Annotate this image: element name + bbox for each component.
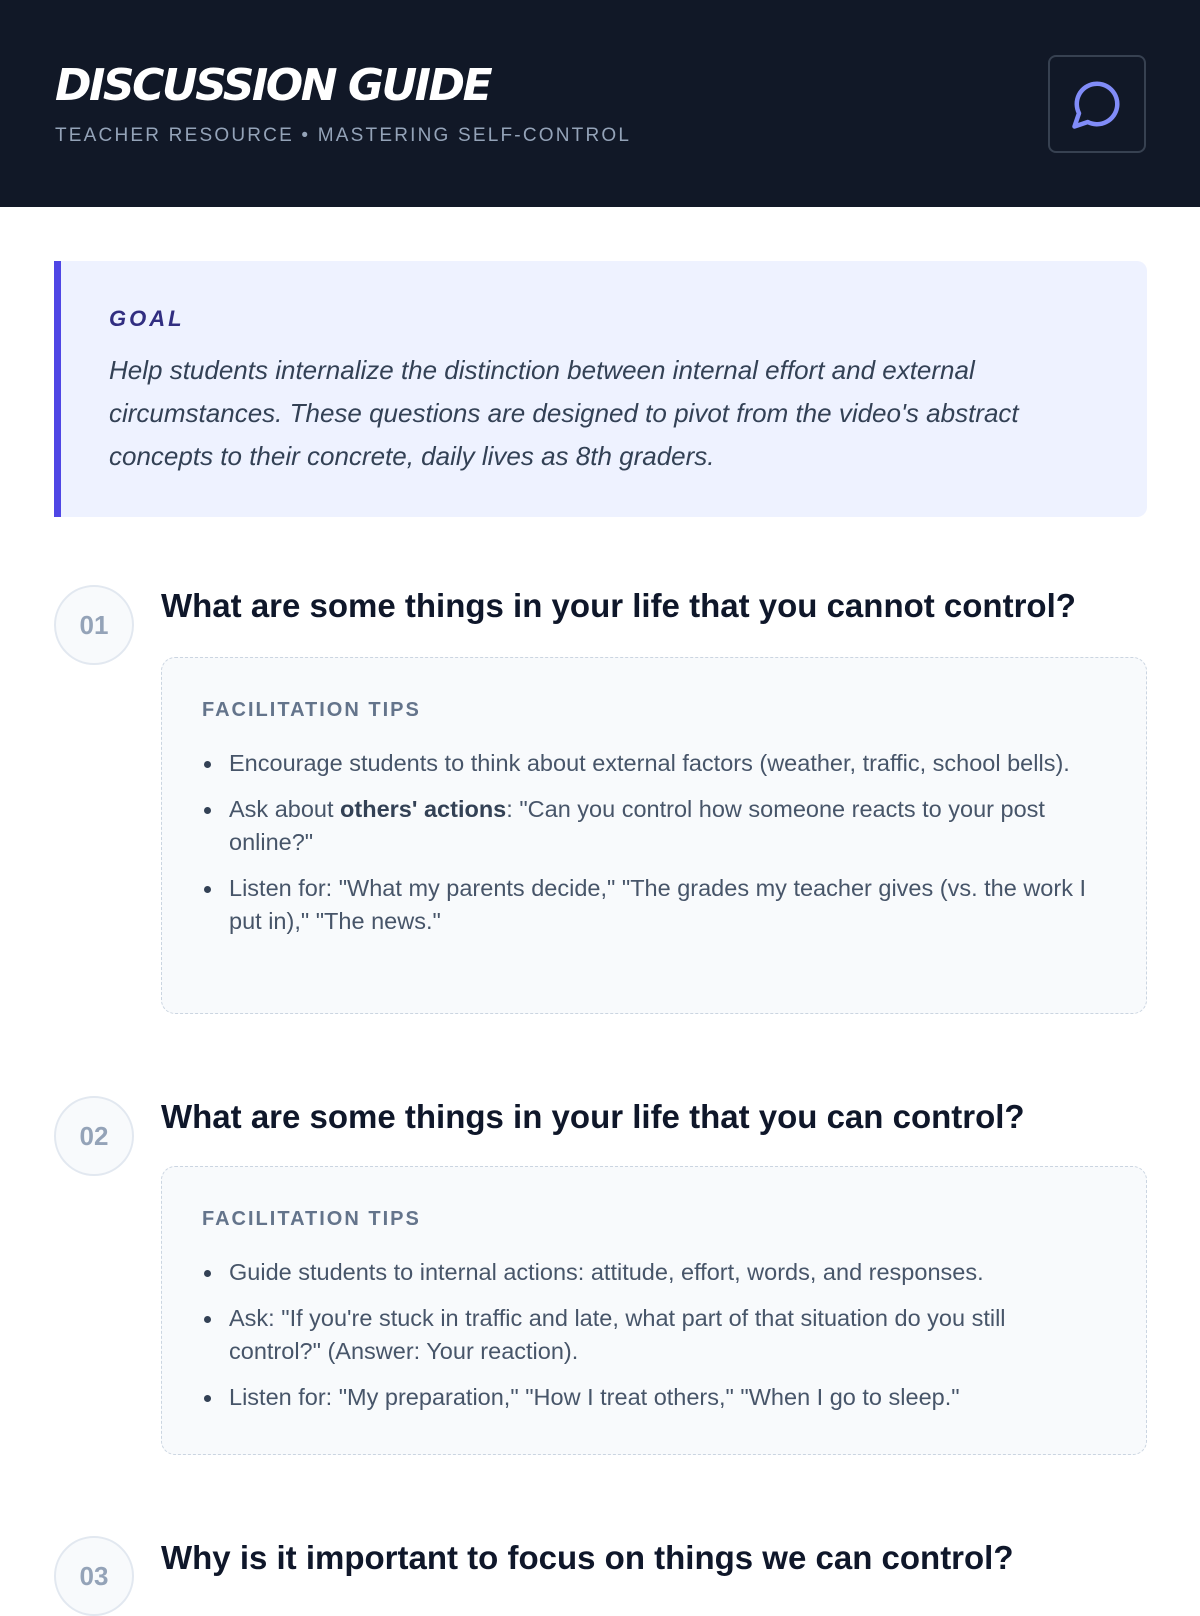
question-number: 02: [54, 1096, 134, 1176]
tip-item: Guide students to internal actions: attitude, effort, words, and responses.: [202, 1256, 1102, 1289]
tips-label: FACILITATION TIPS: [202, 1208, 421, 1230]
question-title: What are some things in your life that you cannot control?: [161, 587, 1076, 624]
facilitation-tips-box: [161, 1166, 1147, 1455]
question-number: 03: [54, 1536, 134, 1616]
tips-list: [202, 747, 1102, 951]
goal-text: Help students internalize the distinction between internal effort and external circumstances. These questions are designed to pivot from the video's abstract concepts to their concrete, daily lives as 8th graders.: [109, 355, 1019, 471]
chat-button[interactable]: [1048, 55, 1146, 153]
page-title: DISCUSSION GUIDE: [55, 60, 491, 111]
goal-label: GOAL: [109, 306, 185, 331]
tip-text: : "Can you control how someone reacts to your post online?": [229, 796, 1045, 855]
goal-box: [54, 261, 1147, 517]
question-number: 01: [54, 585, 134, 665]
facilitation-tips-box: [161, 657, 1147, 1014]
tip-item: Ask: "If you're stuck in traffic and late, what part of that situation do you still control?" (Answer: Your reaction).: [202, 1302, 1102, 1368]
question-title: Why is it important to focus on things we can control?: [161, 1539, 1014, 1576]
tip-item: Listen for: "My preparation," "How I treat others," "When I go to sleep.": [202, 1381, 1102, 1414]
tips-label: FACILITATION TIPS: [202, 699, 421, 721]
tip-item: Listen for: "What my parents decide," "The grades my teacher gives (vs. the work I put in)," "The news.": [202, 872, 1102, 938]
question-title: What are some things in your life that you can control?: [161, 1098, 1025, 1135]
chat-bubble-icon: [1070, 77, 1124, 131]
page-subtitle: TEACHER RESOURCE • MASTERING SELF-CONTROL: [55, 125, 632, 146]
tips-list: [202, 1256, 1102, 1427]
tip-item: Encourage students to think about external factors (weather, traffic, school bells).: [202, 747, 1102, 780]
tip-text: Ask about: [229, 796, 341, 822]
header: [0, 0, 1200, 207]
tip-emphasis: others' actions: [340, 796, 507, 822]
tip-item: [202, 793, 1102, 859]
